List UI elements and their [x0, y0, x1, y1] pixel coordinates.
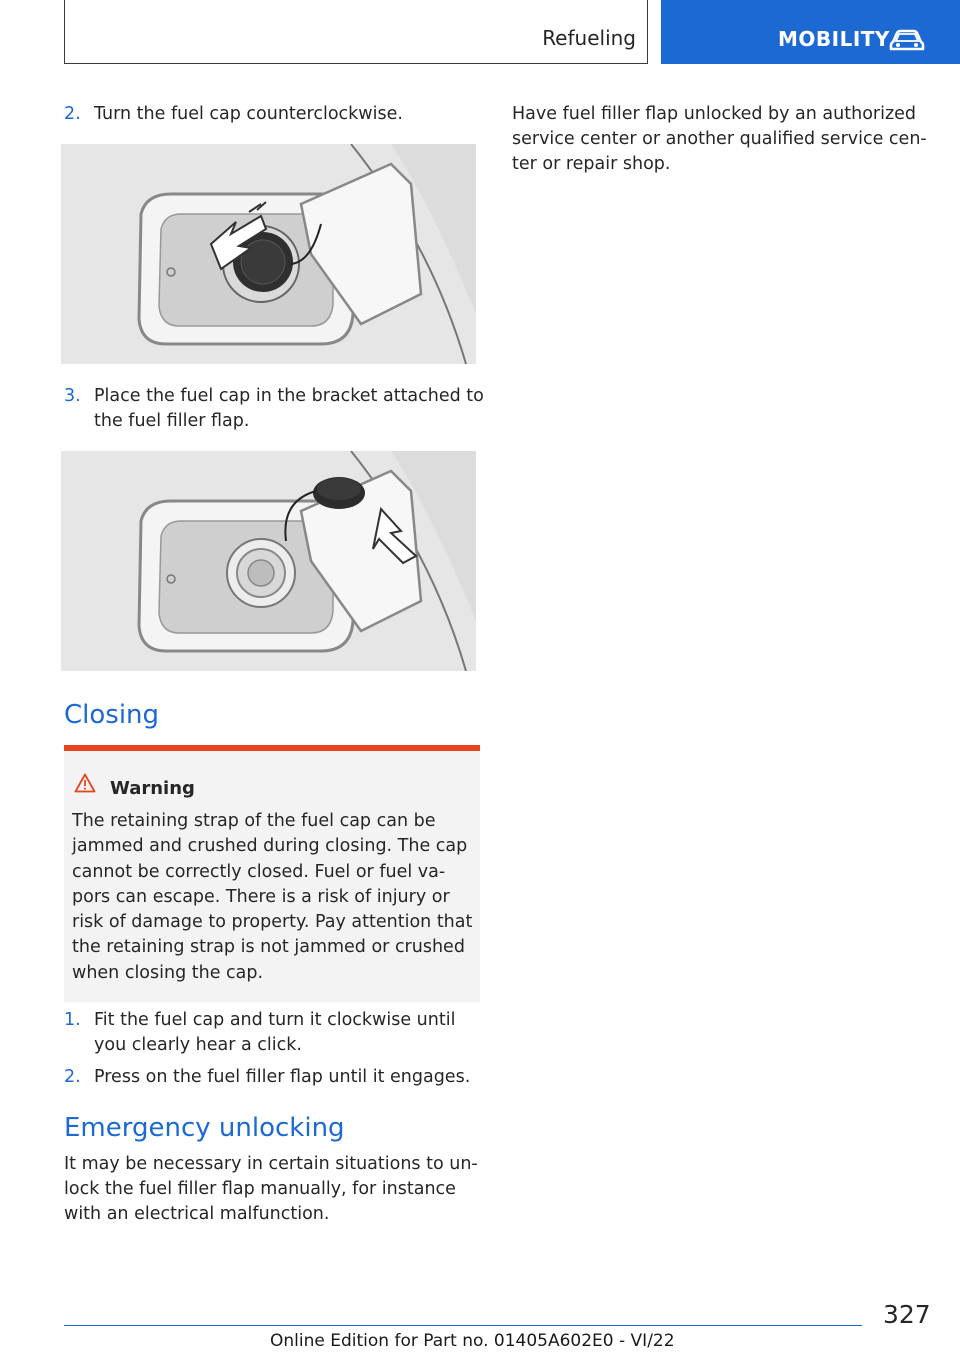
warning-box — [64, 745, 480, 1002]
step-text: Turn the fuel cap counterclockwise. — [94, 104, 403, 124]
car-icon — [889, 28, 925, 52]
step-number: 2. — [64, 104, 81, 124]
section-heading-closing: Closing — [64, 700, 160, 730]
list-item — [64, 1065, 484, 1090]
warning-title: Warning — [110, 778, 195, 799]
section-heading-emergency-unlocking: Emergency unlocking — [64, 1113, 345, 1143]
step-text: Fit the fuel cap and turn it clockwise until you clearly hear a click. — [94, 1010, 456, 1055]
step-number: 3. — [64, 386, 81, 406]
list-item — [64, 102, 484, 127]
header-chapter-label: MOBILITY — [778, 27, 890, 51]
emergency-paragraph: It may be necessary in certain situations to un-lock the fuel filler flap manually, for instance with an electrical malfunction. — [64, 1154, 478, 1224]
fuel-cap-bracket-photo — [61, 451, 476, 671]
footer-edition: Online Edition for Part no. 01405A602E0 - VI/22 — [270, 1331, 675, 1351]
page-number: 327 — [883, 1300, 931, 1329]
right-column-paragraph: Have fuel filler flap unlocked by an authorized service center or another qualified service cen-ter or repair shop. — [512, 104, 927, 174]
step-text: Place the fuel cap in the bracket attached to the fuel filler flap. — [94, 386, 484, 431]
header-chapter-tab[interactable] — [661, 0, 960, 64]
step-number: 2. — [64, 1067, 81, 1087]
header-section-title: Refueling — [542, 26, 636, 50]
footer-divider — [64, 1325, 862, 1326]
fuel-cap-unscrew-photo — [61, 144, 476, 364]
warning-triangle-icon — [74, 773, 96, 793]
step-text: Press on the fuel filler flap until it engages. — [94, 1067, 471, 1087]
list-item — [64, 1008, 484, 1058]
warning-text: The retaining strap of the fuel cap can be jammed and crushed during closing. The cap cannot be correctly closed. Fuel or fuel va-pors can escape. There is a risk of injury or risk of damage to property. Pay attention that the retaining strap is not jammed or crushed when closing the cap. — [72, 811, 473, 983]
step-number: 1. — [64, 1010, 81, 1030]
list-item — [64, 384, 484, 434]
